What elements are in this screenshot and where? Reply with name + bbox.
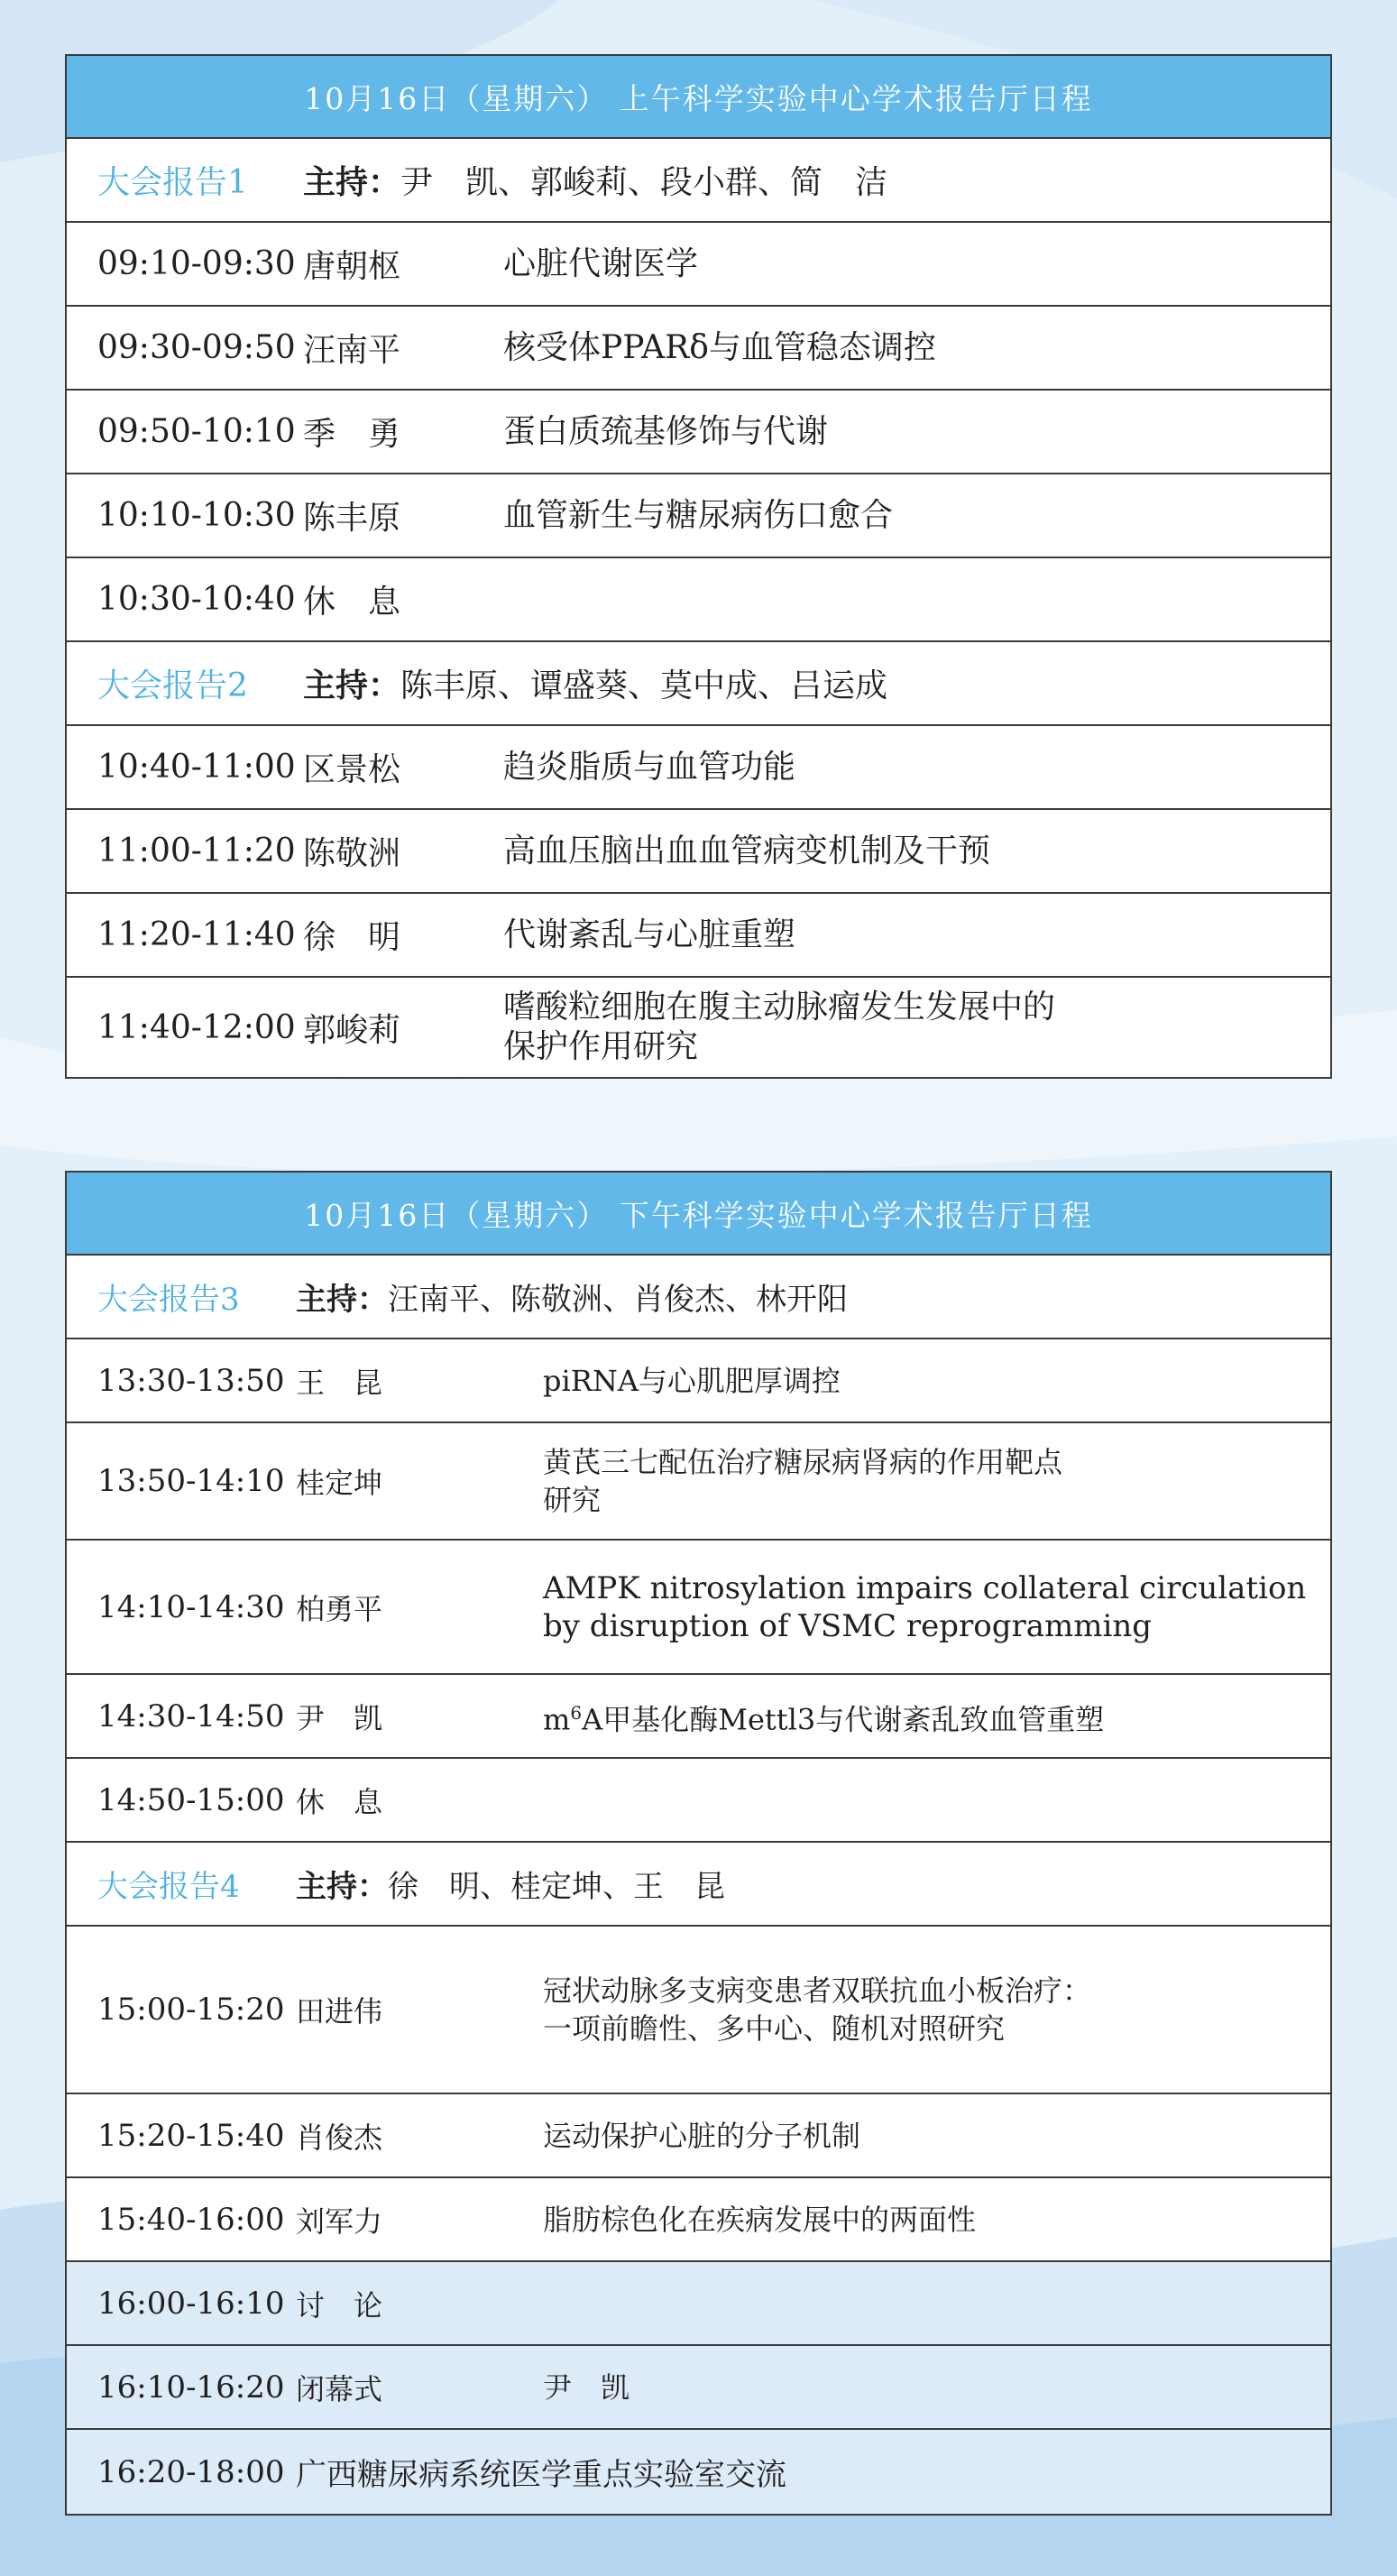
table-row	[67, 307, 1330, 391]
closing-speaker: 尹 凯	[543, 2369, 630, 2405]
break-row	[67, 558, 1330, 642]
talk-topic: 趋炎脂质与血管功能	[503, 748, 796, 786]
time-slot: 14:10-14:30	[97, 1588, 285, 1625]
morning-title: 10月16日（星期六） 上午科学实验中心学术报告厅日程	[67, 56, 1330, 139]
talk-topic: AMPK nitrosylation impairs collateral circulation by disruption of VSMC reprogramming	[543, 1569, 1307, 1644]
session-row	[67, 642, 1330, 726]
time-slot: 13:30-13:50	[97, 1362, 285, 1399]
time-slot: 13:50-14:10	[97, 1463, 285, 1499]
speaker-name: 陈丰原	[303, 500, 401, 537]
afternoon-title: 10月16日（星期六） 下午科学实验中心学术报告厅日程	[67, 1173, 1330, 1256]
talk-topic: 心脏代谢医学	[503, 244, 699, 282]
talk-topic: 嗜酸粒细胞在腹主动脉瘤发生发展中的 保护作用研究	[503, 989, 1056, 1065]
time-slot: 10:30-10:40	[97, 581, 296, 618]
discussion-row	[67, 2262, 1330, 2346]
session-hosts: 主持：徐 明、桂定坤、王 昆	[296, 1869, 725, 1905]
table-row	[67, 1927, 1330, 2094]
talk-topic: 核受体PPARδ与血管稳态调控	[503, 328, 936, 366]
time-slot: 14:30-14:50	[97, 1697, 285, 1734]
table-row	[67, 894, 1330, 978]
speaker-name: 柏勇平	[296, 1591, 383, 1626]
time-slot: 09:10-09:30	[97, 245, 296, 282]
break-row	[67, 1759, 1330, 1843]
talk-topic: 黄芪三七配伍治疗糖尿病肾病的作用靶点 研究	[543, 1445, 1063, 1517]
session-label: 大会报告4	[97, 1869, 240, 1905]
time-slot: 15:40-16:00	[97, 2201, 285, 2238]
speaker-name: 尹 凯	[296, 1700, 383, 1735]
afternoon-schedule-table	[65, 1171, 1332, 2516]
time-slot: 16:00-16:10	[97, 2285, 285, 2322]
break-label: 休 息	[296, 1784, 383, 1819]
table-row	[67, 1423, 1330, 1541]
time-slot: 15:20-15:40	[97, 2117, 285, 2154]
talk-topic: 高血压脑出血血管病变机制及干预	[503, 832, 991, 869]
exchange-row	[67, 2430, 1330, 2514]
speaker-name: 肖俊杰	[296, 2120, 383, 2155]
table-row	[67, 1541, 1330, 1675]
speaker-name: 陈敬洲	[303, 835, 401, 872]
session-row	[67, 139, 1330, 223]
session-row	[67, 1843, 1330, 1927]
exchange-text: 广西糖尿病系统医学重点实验室交流	[296, 2457, 786, 2493]
table-row	[67, 726, 1330, 810]
time-slot: 16:20-18:00	[97, 2453, 285, 2490]
speaker-name: 季 勇	[303, 416, 401, 453]
talk-topic: 运动保护心脏的分子机制	[543, 2118, 861, 2153]
session-label: 大会报告3	[97, 1282, 240, 1318]
table-row	[67, 978, 1330, 1077]
table-row	[67, 223, 1330, 307]
time-slot: 09:50-10:10	[97, 413, 296, 450]
time-slot: 11:20-11:40	[97, 916, 296, 953]
talk-topic: piRNA与心肌肥厚调控	[543, 1363, 841, 1398]
time-slot: 09:30-09:50	[97, 329, 296, 366]
speaker-name: 桂定坤	[296, 1466, 383, 1500]
session-row	[67, 1256, 1330, 1339]
session-hosts: 主持：汪南平、陈敬洲、肖俊杰、林开阳	[296, 1282, 848, 1318]
session-label: 大会报告1	[97, 164, 248, 201]
talk-topic: 脂肪棕色化在疾病发展中的两面性	[543, 2202, 977, 2237]
speaker-name: 汪南平	[303, 332, 401, 369]
speaker-name: 田进伟	[296, 1994, 383, 2029]
session-label: 大会报告2	[97, 667, 248, 704]
speaker-name: 徐 明	[303, 919, 401, 956]
table-row	[67, 2094, 1330, 2178]
time-slot: 11:40-12:00	[97, 1008, 296, 1046]
table-row	[67, 810, 1330, 894]
talk-topic: 冠状动脉多支病变患者双联抗血小板治疗： 一项前瞻性、多中心、随机对照研究	[543, 1973, 1092, 2046]
speaker-name: 王 昆	[296, 1365, 383, 1400]
discussion-label: 讨 论	[296, 2287, 383, 2323]
table-row	[67, 1675, 1330, 1759]
speaker-name: 郭峻莉	[303, 1011, 401, 1049]
speaker-name: 刘军力	[296, 2203, 383, 2239]
session-hosts: 主持：尹 凯、郭峻莉、段小群、简 洁	[303, 163, 888, 201]
table-row	[67, 1339, 1330, 1423]
speaker-name: 区景松	[303, 751, 401, 788]
morning-schedule-table	[65, 54, 1332, 1079]
time-slot: 15:00-15:20	[97, 1992, 285, 2028]
speaker-name: 唐朝枢	[303, 248, 401, 285]
break-label: 休 息	[303, 584, 401, 621]
time-slot: 14:50-15:00	[97, 1781, 285, 1818]
table-row	[67, 391, 1330, 474]
talk-topic: $m^6A$甲基化酶Mettl3与代谢紊乱致血管重塑	[543, 1701, 1105, 1737]
talk-topic: 代谢紊乱与心脏重塑	[503, 915, 796, 953]
session-hosts: 主持：陈丰原、谭盛葵、莫中成、吕运成	[303, 667, 888, 704]
talk-topic: 血管新生与糖尿病伤口愈合	[503, 496, 894, 534]
time-slot: 10:40-11:00	[97, 749, 296, 786]
time-slot: 16:10-16:20	[97, 2369, 285, 2406]
time-slot: 11:00-11:20	[97, 833, 296, 869]
closing-label: 闭幕式	[296, 2371, 383, 2406]
talk-topic: 蛋白质巯基修饰与代谢	[503, 412, 829, 450]
table-row	[67, 474, 1330, 558]
time-slot: 10:10-10:30	[97, 497, 296, 534]
table-row	[67, 2178, 1330, 2262]
closing-row	[67, 2346, 1330, 2430]
